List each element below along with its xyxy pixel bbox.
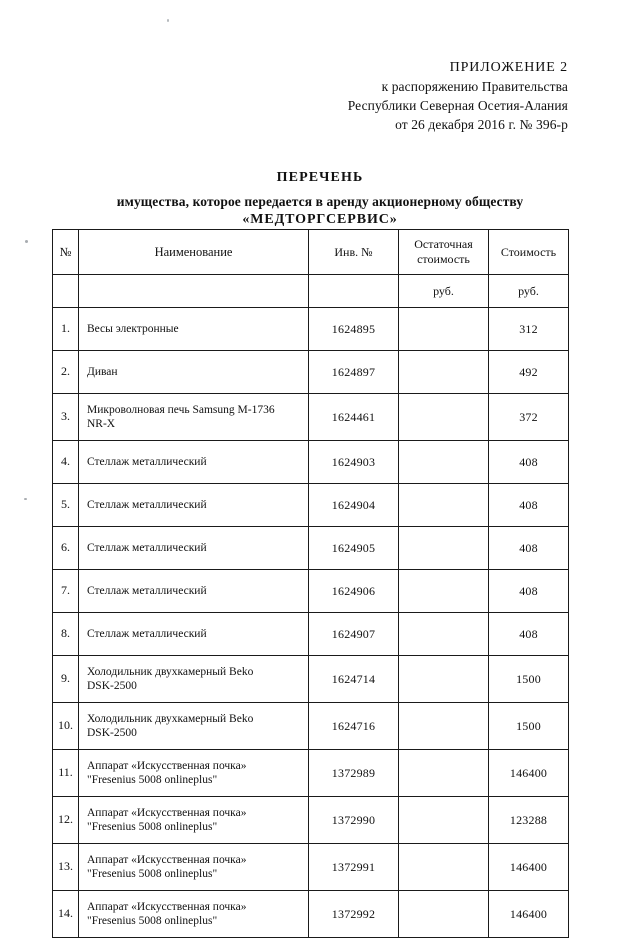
cell-cost-value: 408 xyxy=(489,484,569,527)
cell-cost-value: 408 xyxy=(489,527,569,570)
cell-inventory-number: 1624903 xyxy=(309,441,399,484)
item-name-line1: Аппарат «Искусственная почка» xyxy=(87,760,247,772)
table-row xyxy=(53,797,569,844)
page-title: ПЕРЕЧЕНЬ xyxy=(276,170,364,185)
cell-residual-value xyxy=(399,484,489,527)
cell-residual-value xyxy=(399,351,489,394)
cell-item-name xyxy=(79,613,309,656)
table-units-row xyxy=(53,275,569,308)
item-name-line1: Холодильник двухкамерный Beko xyxy=(87,713,254,725)
cell-inventory-number: 1372992 xyxy=(309,891,399,938)
residual-label-line2: стоимость xyxy=(417,252,470,266)
appendix-number: ПРИЛОЖЕНИЕ 2 xyxy=(449,60,568,75)
cell-row-number: 14. xyxy=(53,891,79,938)
column-header-number: № xyxy=(53,230,79,275)
item-name-line1: Диван xyxy=(87,366,118,378)
scan-artifact-icon xyxy=(167,19,169,22)
cell-cost-value: 1500 xyxy=(489,703,569,750)
cell-residual-value xyxy=(399,527,489,570)
cell-inventory-number: 1372989 xyxy=(309,750,399,797)
cell-row-number: 13. xyxy=(53,844,79,891)
cell-inventory-number: 1624714 xyxy=(309,656,399,703)
table-header-row xyxy=(53,230,569,275)
cell-inventory-number: 1624897 xyxy=(309,351,399,394)
ordinance-date-number: от 26 декабря 2016 г. № 396-р xyxy=(395,117,568,132)
table-row xyxy=(53,750,569,797)
table-row xyxy=(53,656,569,703)
page-subtitle: имущества, которое передается в аренду акционерному обществу xyxy=(116,194,524,209)
cell-inventory-number: 1372990 xyxy=(309,797,399,844)
table-row xyxy=(53,844,569,891)
cell-item-name xyxy=(79,750,309,797)
cell-cost-value: 312 xyxy=(489,308,569,351)
cell-item-name xyxy=(79,656,309,703)
table-row xyxy=(53,484,569,527)
table-row xyxy=(53,394,569,441)
document-header xyxy=(348,58,568,134)
cell-residual-value xyxy=(399,703,489,750)
cell-item-name xyxy=(79,484,309,527)
table-row xyxy=(53,527,569,570)
cell-residual-value xyxy=(399,844,489,891)
cell-item-name xyxy=(79,308,309,351)
item-name-line1: Стеллаж металлический xyxy=(87,499,207,511)
units-cell-number xyxy=(53,275,79,308)
table-row xyxy=(53,308,569,351)
item-name-line1: Холодильник двухкамерный Beko xyxy=(87,666,254,678)
column-header-cost: Стоимость xyxy=(489,230,569,275)
table-row xyxy=(53,441,569,484)
item-name-line1: Микроволновая печь Samsung M-1736 xyxy=(87,404,275,416)
republic-name: Республики Северная Осетия-Алания xyxy=(347,98,568,113)
cell-cost-value: 1500 xyxy=(489,656,569,703)
cell-row-number: 8. xyxy=(53,613,79,656)
cell-cost-value: 408 xyxy=(489,613,569,656)
item-name-line2: "Fresenius 5008 onlineplus" xyxy=(87,868,218,880)
cell-row-number: 10. xyxy=(53,703,79,750)
cell-inventory-number: 1624895 xyxy=(309,308,399,351)
cell-row-number: 4. xyxy=(53,441,79,484)
item-name-line1: Весы электронные xyxy=(87,323,179,335)
scan-artifact-icon xyxy=(24,498,27,500)
cell-inventory-number: 1624906 xyxy=(309,570,399,613)
cell-residual-value xyxy=(399,441,489,484)
cell-inventory-number: 1624461 xyxy=(309,394,399,441)
item-name-line2: "Fresenius 5008 onlineplus" xyxy=(87,915,218,927)
cell-residual-value xyxy=(399,750,489,797)
cell-item-name xyxy=(79,394,309,441)
cell-row-number: 2. xyxy=(53,351,79,394)
cell-item-name xyxy=(79,797,309,844)
cell-item-name xyxy=(79,351,309,394)
units-cell-name xyxy=(79,275,309,308)
cell-inventory-number: 1624716 xyxy=(309,703,399,750)
cell-cost-value: 146400 xyxy=(489,891,569,938)
cell-cost-value: 146400 xyxy=(489,750,569,797)
cell-cost-value: 408 xyxy=(489,441,569,484)
item-name-line1: Аппарат «Искусственная почка» xyxy=(87,854,247,866)
cell-residual-value xyxy=(399,613,489,656)
units-cell-cost: руб. xyxy=(489,275,569,308)
cell-item-name xyxy=(79,844,309,891)
units-cell-residual: руб. xyxy=(399,275,489,308)
item-name-line1: Стеллаж металлический xyxy=(87,628,207,640)
cell-residual-value xyxy=(399,656,489,703)
cell-item-name xyxy=(79,891,309,938)
cell-row-number: 6. xyxy=(53,527,79,570)
cell-residual-value xyxy=(399,570,489,613)
cell-row-number: 5. xyxy=(53,484,79,527)
scan-artifact-icon xyxy=(25,240,28,243)
cell-cost-value: 372 xyxy=(489,394,569,441)
table-row xyxy=(53,891,569,938)
cell-residual-value xyxy=(399,394,489,441)
cell-row-number: 1. xyxy=(53,308,79,351)
cell-item-name xyxy=(79,570,309,613)
table-row xyxy=(53,613,569,656)
cell-cost-value: 146400 xyxy=(489,844,569,891)
ordinance-reference: к распоряжению Правительства xyxy=(381,79,568,94)
item-name-line2: DSK-2500 xyxy=(87,680,137,692)
item-name-line1: Аппарат «Искусственная почка» xyxy=(87,901,247,913)
cell-row-number: 11. xyxy=(53,750,79,797)
cell-row-number: 12. xyxy=(53,797,79,844)
table-row xyxy=(53,351,569,394)
cell-row-number: 9. xyxy=(53,656,79,703)
column-header-residual-value xyxy=(399,230,489,275)
inventory-table-container xyxy=(52,229,568,938)
column-header-inventory: Инв. № xyxy=(309,230,399,275)
table-row xyxy=(53,570,569,613)
cell-cost-value: 408 xyxy=(489,570,569,613)
cell-cost-value: 123288 xyxy=(489,797,569,844)
residual-label-line1: Остаточная xyxy=(414,237,473,251)
cell-row-number: 7. xyxy=(53,570,79,613)
item-name-line2: NR-X xyxy=(87,418,116,430)
cell-item-name xyxy=(79,527,309,570)
units-cell-inventory xyxy=(309,275,399,308)
cell-row-number: 3. xyxy=(53,394,79,441)
title-block xyxy=(0,170,640,228)
item-name-line1: Аппарат «Искусственная почка» xyxy=(87,807,247,819)
column-header-name: Наименование xyxy=(79,230,309,275)
cell-inventory-number: 1372991 xyxy=(309,844,399,891)
cell-item-name xyxy=(79,441,309,484)
item-name-line1: Стеллаж металлический xyxy=(87,542,207,554)
cell-inventory-number: 1624904 xyxy=(309,484,399,527)
organization-name: «МЕДТОРГСЕРВИС» xyxy=(242,212,398,227)
cell-inventory-number: 1624905 xyxy=(309,527,399,570)
item-name-line2: "Fresenius 5008 onlineplus" xyxy=(87,774,218,786)
cell-residual-value xyxy=(399,797,489,844)
item-name-line1: Стеллаж металлический xyxy=(87,456,207,468)
item-name-line1: Стеллаж металлический xyxy=(87,585,207,597)
inventory-table xyxy=(52,229,569,938)
cell-residual-value xyxy=(399,891,489,938)
item-name-line2: "Fresenius 5008 onlineplus" xyxy=(87,821,218,833)
item-name-line2: DSK-2500 xyxy=(87,727,137,739)
table-row xyxy=(53,703,569,750)
cell-cost-value: 492 xyxy=(489,351,569,394)
cell-item-name xyxy=(79,703,309,750)
cell-residual-value xyxy=(399,308,489,351)
cell-inventory-number: 1624907 xyxy=(309,613,399,656)
